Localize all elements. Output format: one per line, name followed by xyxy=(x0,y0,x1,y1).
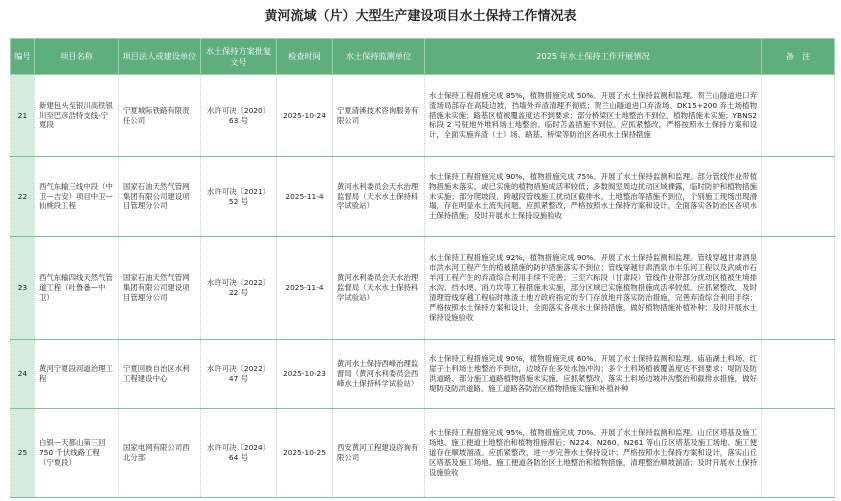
table-row xyxy=(11,409,835,498)
header-index: 编号 xyxy=(11,39,35,75)
page-title: 黄河流域（片）大型生产建设项目水土保持工作情况表 xyxy=(264,9,577,24)
row-index: 25 xyxy=(11,409,35,498)
header-row xyxy=(11,39,835,75)
remark-cell xyxy=(762,409,835,498)
legal-entity-cell: 宁夏城际铁路有限责任公司 xyxy=(119,75,201,157)
project-status-table xyxy=(10,38,835,498)
legal-entity-cell: 国家石油天然气管网集团有限公司建设项目管理分公司 xyxy=(119,157,201,237)
remark-cell xyxy=(762,237,835,340)
header-check-date: 检查时间 xyxy=(277,39,333,75)
legal-entity-cell: 国家石油天然气管网集团有限公司建设项目管理分公司 xyxy=(119,237,201,340)
header-monitor-unit: 水土保持监测单位 xyxy=(333,39,425,75)
project-name-cell: 西气东输四线天然气管道工程（吐鲁番—中卫） xyxy=(35,237,119,340)
table-row xyxy=(11,75,835,157)
check-date-cell: 2025-10-23 xyxy=(277,340,333,409)
remark-cell xyxy=(762,75,835,157)
row-index: 21 xyxy=(11,75,35,157)
legal-entity-cell: 宁夏回族自治区水利工程建设中心 xyxy=(119,340,201,409)
project-name-cell: 黄河宁夏段河道治理工程 xyxy=(35,340,119,409)
header-work-status: 2025 年水土保持工作开展情况 xyxy=(425,39,762,75)
work-status-cell: 水土保持工程措施完成 92%，植物措施完成 90%。开展了水土保持监测和监理。管线穿越甘肃酒泉市洪水河工程产生的植被措施的防护措施落实不到位；管线穿越甘肃酒泉市丰乐河工程以及武威市石羊河工程产生的弃渣综合利用手续不完善；三至六标段（甘肃段）管线作业带部分扰动区植被生境排水沟、挡水埂、消力坎等工程措施未实施，部分区域已实施植物措施成活率较低。应抓紧整改，及时清理管线穿越工程临时堆渣土地方政府指定的专门存放地并落实防治措施，完善弃渣综合利用手续；严格按照水土保持方案和设计，全面落实各项水土保持措施，做好植物措施补植补种；及时开展水土保持设施验收 xyxy=(425,237,762,340)
work-status-cell: 水土保持工程措施完成 90%，植物措施完成 60%。开展了水土保持监测和监理。庙庙湖土料场、红崖子土料场土地整治不到位，边坡存在多处水蚀冲沟；多个土料场植被覆盖度达不到要求；堤防及防洪道路、部分施工道路植物措施未实施。应抓紧整改，落实土料场边坡冲沟整治和截排水措施，做好堤防及防洪道路、施工道路各防治区植物措施实施和补植补种 xyxy=(425,340,762,409)
legal-entity-cell: 国家电网有限公司西北分部 xyxy=(119,409,201,498)
table-row xyxy=(11,237,835,340)
approval-no-cell: 水许可决〔2020〕63 号 xyxy=(201,75,277,157)
check-date-cell: 2025-11-4 xyxy=(277,237,333,340)
work-status-cell: 水土保持工程措施完成 90%，植物措施完成 75%。开展了水土保持监测和监理。部分管线作业带植物措施未落实，或已实施的植物措施成活率较低；多数阀室周边扰动区域裸露，临时防护和植物措施未实施；部分爬坡段、跨越段管线施工扰动区截排水、土地整治等措施不到位，个别施工现场出现滑塌，存在明显水土流失问题。应抓紧整改，严格按照水土保持方案和设计，全面落实各防治区各项水土保持措施；及时开展水土保持设施验收 xyxy=(425,157,762,237)
monitor-unit-cell: 黄河水土保持西峰治理监督局（黄河水利委员会西峰水土保持科学试验站） xyxy=(333,340,425,409)
row-index: 24 xyxy=(11,340,35,409)
approval-no-cell: 水许可决〔2024〕64 号 xyxy=(201,409,277,498)
monitor-unit-cell: 黄河水利委员会天水治理监督局（天水水土保持科学试验站） xyxy=(333,237,425,340)
remark-cell xyxy=(762,157,835,237)
monitor-unit-cell: 宁夏清溪技术咨询服务有限公司 xyxy=(333,75,425,157)
work-status-cell: 水土保持工程措施完成 95%，植物措施完成 70%。开展了水土保持监测和监理。山丘区塔基及施工场地、施工便道土地整治和植物措施滞后；N224、N260、N261 等山丘区塔基及施工场地、施工便道存在顺坡溜渣。应抓紧整改，进一步完善水土保持设计；严格按照水土保持方案和设计，落实山丘区塔基及施工场地、施工便道各防治区土地整治和植物措施，清理整治顺坡溜渣；及时开展水土保持设施验收 xyxy=(425,409,762,498)
header-project-name: 项目名称 xyxy=(35,39,119,75)
check-date-cell: 2025-10-25 xyxy=(277,409,333,498)
check-date-cell: 2025-11-4 xyxy=(277,157,333,237)
row-index: 22 xyxy=(11,157,35,237)
project-name-cell: 新建包头至银川高铁银川至巴彦浩特支线-宁夏段 xyxy=(35,75,119,157)
work-status-cell: 水土保持工程措施完成 85%，植物措施完成 50%。开展了水土保持监测和监理。贺兰山隧道进口弃渣场局部存在高陡边坡，挡墙外弃渣清理不彻底；贺兰山隧道进口弃渣场、DK15+200 弃土场植物措施未实施；路基区植被覆盖度达不到要求；部分桥梁区土地整治不到位，植物措施未实施；YBNS2 标段 2 号驻地外堆料场土地整治、临时苫盖措施不到位。应抓紧整改，严格按照水土保持方案和设计，全面实施弃渣（土）场、路基、桥梁等防治区各项水土保持措施 xyxy=(425,75,762,157)
header-legal-entity: 项目法人或建设单位 xyxy=(119,39,201,75)
table-row xyxy=(11,340,835,409)
approval-no-cell: 水许可决〔2021〕52 号 xyxy=(201,157,277,237)
table-row xyxy=(11,157,835,237)
header-remark: 备 注 xyxy=(762,39,835,75)
monitor-unit-cell: 黄河水利委员会天水治理监督局（天水水土保持科学试验站） xyxy=(333,157,425,237)
project-name-cell: 西气东输三线中段（中卫—吉安）项目中卫—仙桃段工程 xyxy=(35,157,119,237)
monitor-unit-cell: 西安黄河工程建设咨询有限公司 xyxy=(333,409,425,498)
remark-cell xyxy=(762,340,835,409)
approval-no-cell: 水许可决〔2022〕22 号 xyxy=(201,237,277,340)
row-index: 23 xyxy=(11,237,35,340)
approval-no-cell: 水许可决〔2022〕47 号 xyxy=(201,340,277,409)
header-approval-no: 水土保持方案批复文号 xyxy=(201,39,277,75)
check-date-cell: 2025-10-24 xyxy=(277,75,333,157)
project-name-cell: 白银—天都山第三回 750 千伏线路工程（宁夏段） xyxy=(35,409,119,498)
